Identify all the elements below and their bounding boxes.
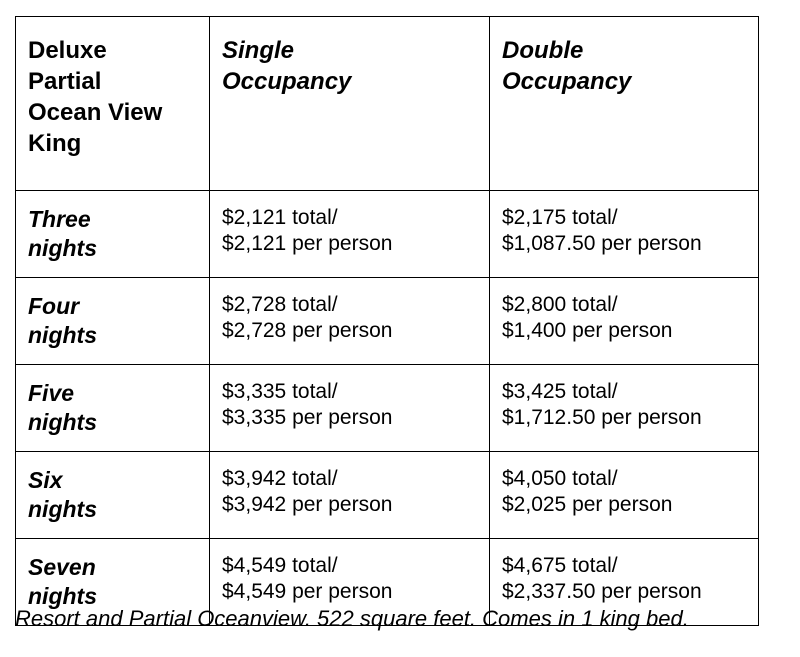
single-per-person-price: $4,549 per person xyxy=(222,580,393,603)
double-per-person-price: $1,400 per person xyxy=(502,319,673,342)
double-price-cell xyxy=(490,191,759,278)
double-total-price: $2,800 total/ xyxy=(502,293,618,316)
stay-length-label: Six nights xyxy=(28,467,97,522)
single-price-cell xyxy=(210,452,490,539)
double-total-price: $3,425 total/ xyxy=(502,380,618,403)
single-per-person-price: $3,335 per person xyxy=(222,406,393,429)
table-row xyxy=(16,365,759,452)
single-occupancy-header-cell xyxy=(210,17,490,191)
single-per-person-price: $2,121 per person xyxy=(222,232,393,255)
double-occupancy-header-cell xyxy=(490,17,759,191)
room-type-header-cell xyxy=(16,17,210,191)
stay-length-cell xyxy=(16,365,210,452)
table-row xyxy=(16,191,759,278)
stay-length-cell xyxy=(16,452,210,539)
table-row xyxy=(16,452,759,539)
single-total-price: $4,549 total/ xyxy=(222,554,338,577)
double-total-price: $4,675 total/ xyxy=(502,554,618,577)
single-price-cell xyxy=(210,191,490,278)
single-price-cell xyxy=(210,278,490,365)
single-total-price: $2,121 total/ xyxy=(222,206,338,229)
rate-table xyxy=(15,16,759,626)
single-occupancy-title: Single Occupancy xyxy=(222,37,352,95)
stay-length-label: Three nights xyxy=(28,206,97,261)
room-type-title: Deluxe Partial Ocean View King xyxy=(28,37,163,157)
table-row xyxy=(16,278,759,365)
table-header-row xyxy=(16,17,759,191)
double-per-person-price: $1,087.50 per person xyxy=(502,232,702,255)
double-occupancy-title: Double Occupancy xyxy=(502,37,632,95)
double-total-price: $2,175 total/ xyxy=(502,206,618,229)
double-per-person-price: $2,337.50 per person xyxy=(502,580,702,603)
single-per-person-price: $2,728 per person xyxy=(222,319,393,342)
single-per-person-price: $3,942 per person xyxy=(222,493,393,516)
stay-length-label: Seven nights xyxy=(28,554,97,609)
double-per-person-price: $1,712.50 per person xyxy=(502,406,702,429)
stay-length-cell xyxy=(16,278,210,365)
stay-length-label: Four nights xyxy=(28,293,97,348)
single-total-price: $3,335 total/ xyxy=(222,380,338,403)
single-total-price: $2,728 total/ xyxy=(222,293,338,316)
single-price-cell xyxy=(210,365,490,452)
double-price-cell xyxy=(490,365,759,452)
single-total-price: $3,942 total/ xyxy=(222,467,338,490)
double-price-cell xyxy=(490,278,759,365)
stay-length-label: Five nights xyxy=(28,380,97,435)
double-price-cell xyxy=(490,452,759,539)
table-caption: Resort and Partial Oceanview. 522 square feet. Comes in 1 king bed. xyxy=(15,606,689,631)
double-total-price: $4,050 total/ xyxy=(502,467,618,490)
double-per-person-price: $2,025 per person xyxy=(502,493,673,516)
stay-length-cell xyxy=(16,191,210,278)
